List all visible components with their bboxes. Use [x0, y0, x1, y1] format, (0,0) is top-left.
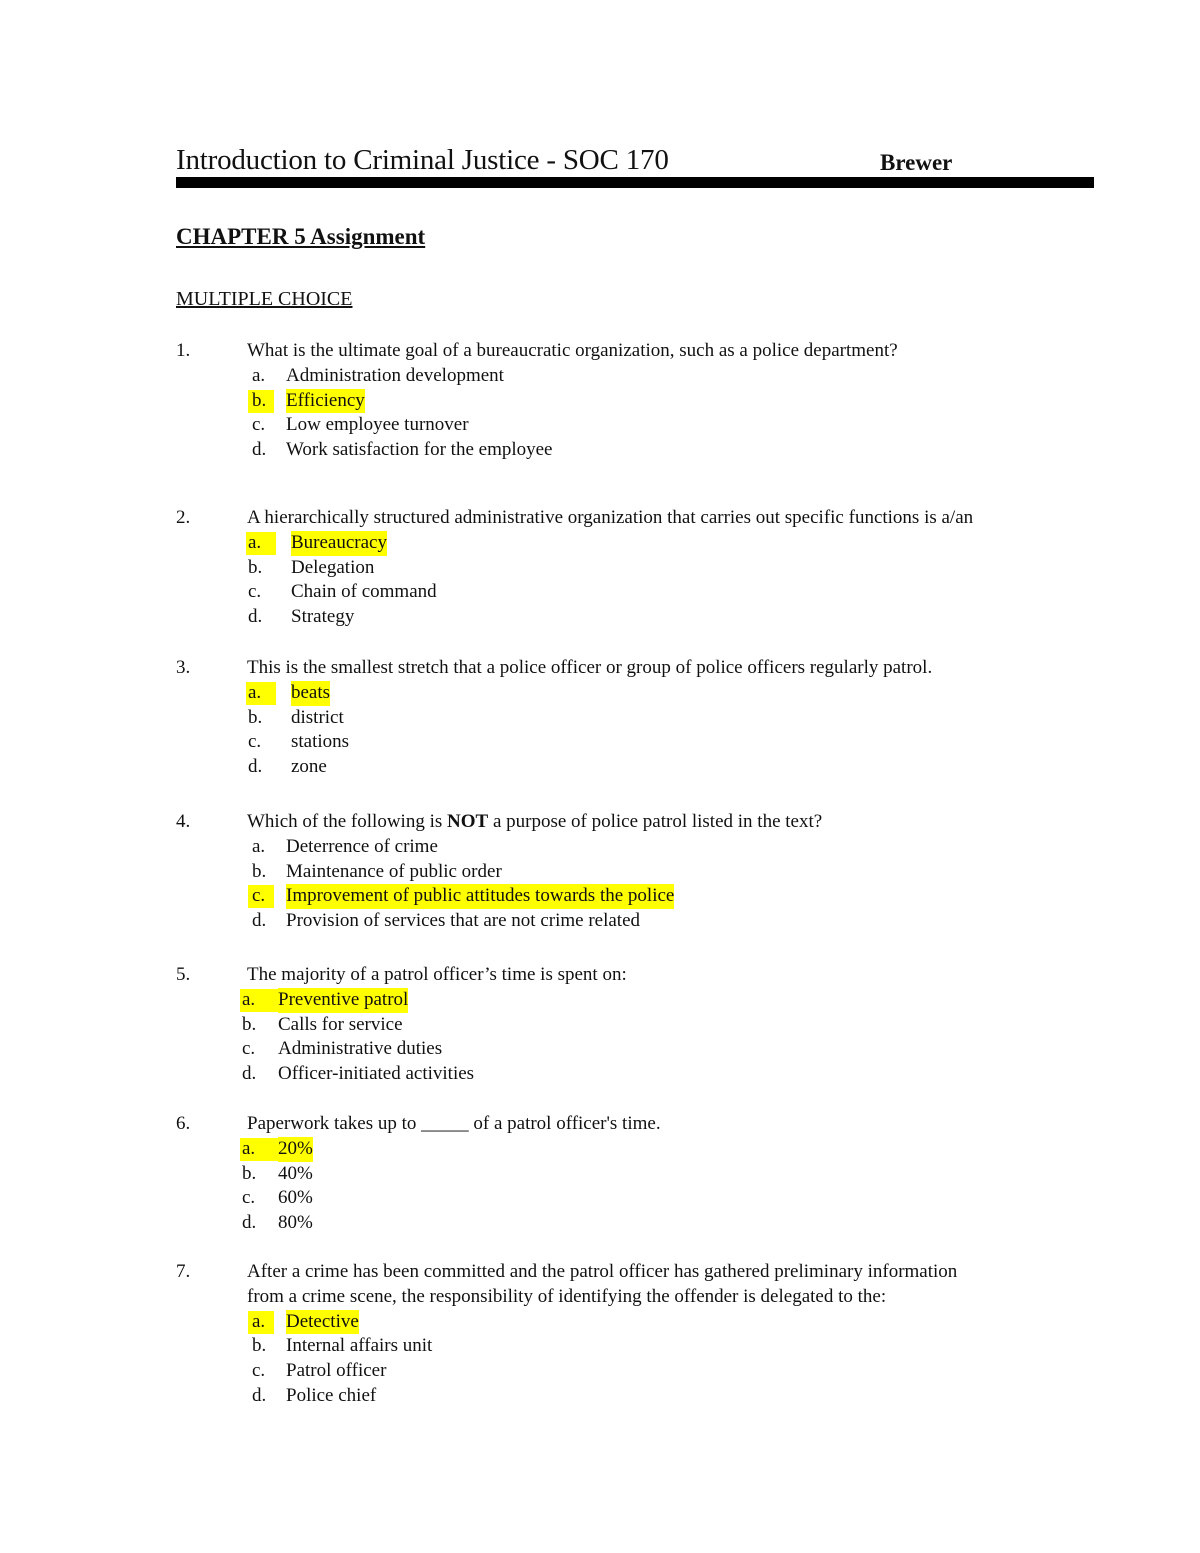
option-label: c.	[242, 1038, 256, 1060]
option	[176, 1334, 1094, 1359]
option-label: d.	[252, 439, 267, 461]
option-label: c.	[242, 1187, 256, 1209]
question-number: 7.	[176, 1261, 191, 1282]
option-answer	[176, 531, 1094, 556]
option-list	[176, 988, 1094, 1087]
option	[176, 413, 1094, 438]
option-text: Low employee turnover	[286, 414, 469, 436]
option-label: a.	[248, 681, 262, 703]
option	[176, 438, 1094, 463]
question-number: 5.	[176, 964, 191, 985]
option-answer	[176, 681, 1094, 706]
option	[176, 1211, 1094, 1236]
option-list	[176, 681, 1094, 780]
option-text: 60%	[278, 1187, 313, 1209]
option	[176, 580, 1094, 605]
option-label: a.	[242, 1137, 256, 1159]
option	[176, 364, 1094, 389]
option	[176, 1186, 1094, 1211]
option-text: 40%	[278, 1162, 313, 1184]
option-text: Internal affairs unit	[286, 1335, 433, 1357]
header-divider	[176, 177, 1094, 188]
question-text: This is the smallest stretch that a police officer or group of police officers regularly patrol.	[247, 657, 933, 678]
course-title: Introduction to Criminal Justice - SOC 170	[176, 144, 669, 176]
question-number: 6.	[176, 1113, 191, 1134]
question-7	[176, 1260, 1094, 1409]
question-number: 3.	[176, 657, 191, 678]
option-text: Provision of services that are not crime related	[286, 910, 641, 932]
option-label: b.	[248, 556, 263, 578]
option-label: c.	[252, 885, 266, 907]
option	[176, 1359, 1094, 1384]
option	[176, 909, 1094, 934]
option-list	[176, 835, 1094, 934]
option-text: Maintenance of public order	[286, 860, 502, 882]
question-text: A hierarchically structured administrative organization that carries out specific functions is a/an	[247, 507, 974, 528]
question-text: After a crime has been committed and the patrol officer has gathered preliminary information from a crime scene, the responsibility of identifying the offender is delegated to the:	[247, 1261, 958, 1307]
option-text: Officer-initiated activities	[278, 1063, 475, 1085]
option-text: Patrol officer	[286, 1360, 387, 1382]
option-text: Delegation	[291, 556, 375, 578]
option-label: b.	[242, 1162, 257, 1184]
option-label: a.	[252, 1310, 266, 1332]
question-1	[176, 339, 1094, 463]
question-text: The majority of a patrol officer’s time is spent on:	[247, 964, 627, 985]
option	[176, 1013, 1094, 1038]
option-text: Police chief	[286, 1384, 377, 1406]
option-label: d.	[242, 1212, 257, 1234]
question-text: What is the ultimate goal of a bureaucratic organization, such as a police department?	[247, 340, 898, 361]
option	[176, 835, 1094, 860]
question-5	[176, 963, 1094, 1087]
question-2	[176, 506, 1094, 630]
option-label: d.	[252, 910, 267, 932]
option-text: Administration development	[286, 364, 504, 386]
option	[176, 706, 1094, 731]
option-text: Work satisfaction for the employee	[286, 439, 553, 461]
question-4	[176, 810, 1094, 934]
option-text: district	[291, 706, 344, 728]
option-label: d.	[248, 606, 263, 628]
question-6	[176, 1112, 1094, 1236]
instructor-name: Brewer	[880, 150, 953, 175]
option-answer	[176, 389, 1094, 414]
option-text: Deterrence of crime	[286, 835, 438, 857]
option-label: a.	[252, 364, 266, 386]
option-text: Calls for service	[278, 1013, 403, 1035]
option-text: Administrative duties	[278, 1038, 443, 1060]
question-number: 1.	[176, 340, 191, 361]
option-answer	[176, 1137, 1094, 1162]
option-label: a.	[252, 835, 266, 857]
option-label: d.	[252, 1384, 267, 1406]
emphasis-not: NOT	[447, 811, 489, 832]
option	[176, 1162, 1094, 1187]
option-text: zone	[291, 756, 327, 778]
option-text-highlighted: 20%	[278, 1137, 313, 1162]
option-label: a.	[248, 531, 262, 553]
option-answer	[176, 1310, 1094, 1335]
option-list	[176, 364, 1094, 463]
option-label: a.	[242, 988, 256, 1010]
option-text: 80%	[278, 1212, 313, 1234]
option	[176, 730, 1094, 755]
option-text-highlighted: Efficiency	[286, 389, 365, 414]
option	[176, 605, 1094, 630]
option-text: Strategy	[291, 606, 355, 628]
option-text-highlighted: Improvement of public attitudes towards the police	[286, 884, 674, 909]
question-3	[176, 656, 1094, 780]
option-list	[176, 1137, 1094, 1236]
option	[176, 1384, 1094, 1409]
option-text-highlighted: Preventive patrol	[278, 988, 408, 1013]
option-label: b.	[252, 860, 267, 882]
option	[176, 755, 1094, 780]
option-label: d.	[242, 1063, 257, 1085]
option-label: b.	[252, 1335, 267, 1357]
option-label: b.	[242, 1013, 257, 1035]
option-label: c.	[248, 581, 262, 603]
option-list	[176, 1310, 1094, 1409]
option-text: Chain of command	[291, 581, 437, 603]
question-text: Paperwork takes up to _____ of a patrol officer's time.	[247, 1113, 661, 1134]
question-number: 2.	[176, 507, 191, 528]
option	[176, 860, 1094, 885]
option-answer	[176, 988, 1094, 1013]
option-label: b.	[252, 389, 267, 411]
question-number: 4.	[176, 811, 191, 832]
option	[176, 1062, 1094, 1087]
option-text-highlighted: Detective	[286, 1310, 359, 1335]
option-list	[176, 531, 1094, 630]
option-label: c.	[252, 1360, 266, 1382]
option-label: d.	[248, 756, 263, 778]
option	[176, 556, 1094, 581]
option-text: stations	[291, 731, 350, 753]
option-text-highlighted: beats	[291, 681, 330, 706]
option-text-highlighted: Bureaucracy	[291, 531, 387, 556]
option-label: b.	[248, 706, 263, 728]
option-label: c.	[252, 414, 266, 436]
question-text: Which of the following is NOT a purpose of police patrol listed in the text?	[247, 811, 823, 832]
option	[176, 1037, 1094, 1062]
section-heading: MULTIPLE CHOICE	[176, 288, 353, 310]
option-answer	[176, 884, 1094, 909]
option-label: c.	[248, 731, 262, 753]
chapter-heading: CHAPTER 5 Assignment	[176, 224, 426, 249]
